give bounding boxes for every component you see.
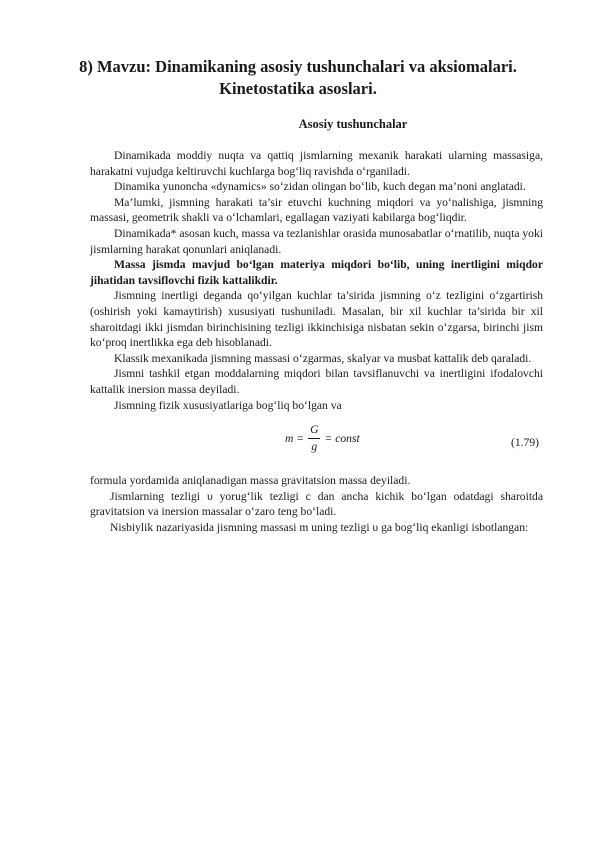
document-title [40, 56, 556, 100]
formula-fraction [308, 423, 320, 454]
section-title: Asosiy tushunchalar [298, 117, 408, 131]
paragraph: Klassik mexanikada jismning massasi o‘zgarmas, skalyar va musbat kattalik deb qaraladi. [114, 351, 532, 365]
title-line-1: 8) Mavzu: Dinamikaning asosiy tushunchalari va aksiomalari. [79, 57, 517, 76]
paragraph: Jismni tashkil etgan moddalarning miqdori bilan tavsiflanuvchi va inertligini ifodalovchi kattalik inersion massa deyiladi. [90, 367, 543, 396]
paragraph: Nisbiylik nazariyasida jismning massasi m uning tezligi υ ga bog‘liq ekanligi isbotlangan: [110, 520, 529, 534]
paragraph: formula yordamida aniqlanadigan massa gravitatsion massa deyiladi. [90, 474, 411, 488]
title-line-2: Kinetostatika asoslari. [219, 79, 377, 98]
paragraph: Jismning fizik xususiyatlariga bog‘liq bo‘lgan va [114, 398, 342, 412]
formula-numerator: G [308, 423, 320, 439]
paragraph: Jismning inertligi deganda qo‘yilgan kuchlar ta’sirida jismning o‘z tezligini o‘zgartirish (oshirish yoki kamaytirish) xususiyati tushuniladi. Masalan, bir xil kuchlar ta’sirida bir xil sharoitdagi ikki jismdan birinchisining tezligi ikkinchisiga nisbatan sekin o‘zgarsa, birinchi jism ko‘proq inertlikka ega deb hisoblanadi. [90, 289, 543, 350]
formula-rhs: = const [324, 431, 360, 445]
paragraph: Jismlarning tezligi υ yorug‘lik tezligi c dan ancha kichik bo‘lgan odatdagi sharoitda gravitatsion va inersion massalar o‘zaro teng bo‘ladi. [90, 489, 543, 519]
formula-lhs: m = [285, 431, 305, 445]
paragraph: Dinamikada moddiy nuqta va qattiq jismlarning mexanik harakati ularning massasiga, harakatni vujudga keltiruvchi kuchlarga bog‘liq ravishda o‘rganiladi. [90, 149, 543, 178]
equation-number: (1.79) [510, 436, 539, 450]
paragraph: Dinamikada* asosan kuch, massa va tezlanishlar orasida munosabatlar o‘rnatilib, nuqta yoki jismlarning harakat qonunlari aniqlanadi. [90, 226, 543, 256]
formula-denominator: g [311, 440, 318, 454]
paragraph: Ma’lumki, jismning harakati ta’sir etuvchi kuchning miqdori va yo‘nalishiga, jismning massasi, geometrik shakli va o‘lchamlari, egallagan vaziyati kabilarga bog‘liqdir. [90, 195, 543, 225]
definition-paragraph: Massa jismda mavjud bo‘lgan materiya miqdori bo‘lib, uning inertligini miqdor jihatidan tavsiflovchi fizik kattalikdir. [90, 258, 543, 287]
document-body [90, 148, 543, 535]
formula-block [90, 419, 543, 463]
paragraph: Dinamika yunoncha «dynamics» so‘zidan olingan bo‘lib, kuch degan ma’noni anglatadi. [114, 180, 526, 194]
formula [285, 423, 360, 454]
